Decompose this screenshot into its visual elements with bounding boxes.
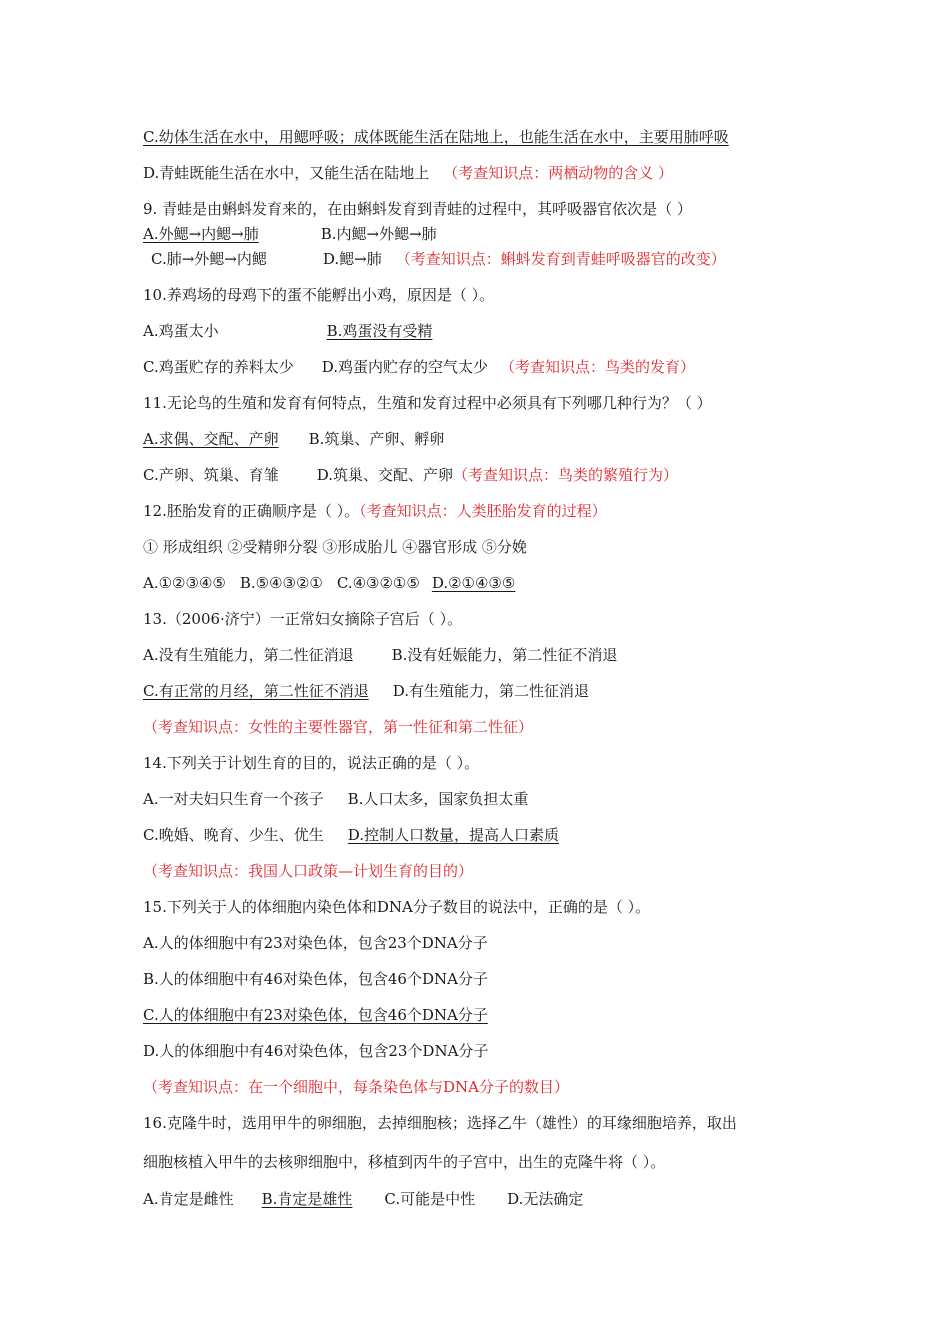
option-text: B.人口太多，国家负担太重 — [347, 790, 529, 808]
option-text: D.青蛙既能生活在水中，又能生活在陆地上 — [143, 164, 430, 182]
option-line — [143, 249, 726, 269]
option-text: D.无法确定 — [507, 1190, 584, 1208]
option-text: B.没有妊娠能力，第二性征不消退 — [391, 646, 618, 664]
correct-answer: C.幼体生活在水中，用鳃呼吸；成体既能生活在陆地上，也能生活在水中，主要用肺呼吸 — [143, 128, 729, 146]
knowledge-note: （考查知识点：两栖动物的含义 ） — [443, 164, 674, 182]
option-text: C.④③②①⑤ — [336, 574, 420, 592]
option-text: D.筑巢、交配、产卵 — [316, 466, 453, 484]
knowledge-note: （考查知识点：鸟类的发育） — [499, 358, 695, 376]
option-line — [143, 357, 695, 377]
correct-answer: D.②①④③⑤ — [431, 574, 516, 592]
correct-answer: C.人的体细胞中有23对染色体，包含46个DNA分子 — [143, 1006, 488, 1024]
question-13: 13.（2006·济宁）一正常妇女摘除子宫后（ ）。 — [143, 610, 463, 628]
knowledge-note: （考查知识点：鸟类的繁殖行为） — [452, 466, 678, 484]
option-text: C.晚婚、晚育、少生、优生 — [143, 826, 324, 844]
option-line — [143, 1189, 583, 1209]
option-text: D.有生殖能力，第二性征消退 — [392, 682, 589, 700]
option-text: B.筑巢、产卵、孵卵 — [308, 430, 445, 448]
option-text: D.人的体细胞中有46对染色体，包含23个DNA分子 — [143, 1042, 489, 1060]
knowledge-note: （考查知识点：女性的主要性器官，第一性征和第二性征） — [143, 718, 534, 736]
option-text: C.肺→外鳃→内鳃 — [151, 250, 267, 268]
option-text: C.可能是中性 — [384, 1190, 476, 1208]
option-line — [143, 321, 432, 341]
question-14: 14.下列关于计划生育的目的，说法正确的是（ ）。 — [143, 754, 480, 772]
option-text: B.人的体细胞中有46对染色体，包含46个DNA分子 — [143, 970, 488, 988]
option-line — [143, 465, 678, 485]
correct-answer: C.有正常的月经，第二性征不消退 — [143, 682, 369, 700]
correct-answer: A.求偶、交配、产卵 — [143, 430, 279, 448]
sequence-items: ① 形成组织 ②受精卵分裂 ③形成胎儿 ④器官形成 ⑤分娩 — [143, 538, 527, 556]
question-11: 11.无论鸟的生殖和发育有何特点，生殖和发育过程中必须具有下列哪几种行为？（ ） — [143, 394, 712, 412]
correct-answer: B.鸡蛋没有受精 — [326, 322, 433, 340]
correct-answer: D.控制人口数量，提高人口素质 — [347, 826, 559, 844]
option-text: D.鳃→肺 — [322, 250, 382, 268]
knowledge-note: （考查知识点：蝌蚪发育到青蛙呼吸器官的改变） — [395, 250, 726, 268]
option-text: B.内鳃→外鳃→肺 — [320, 225, 437, 243]
knowledge-note: （考查知识点：我国人口政策—计划生育的目的） — [143, 862, 474, 880]
option-line — [143, 681, 589, 701]
question-text: 12.胚胎发育的正确顺序是（ ）。 — [143, 502, 360, 520]
question-16-continued: 细胞核植入甲牛的去核卵细胞中，移植到丙牛的子宫中，出生的克隆牛将（ ）。 — [143, 1153, 666, 1171]
option-line — [143, 573, 515, 593]
option-line — [143, 429, 444, 449]
option-line — [143, 127, 729, 147]
question-9: 9. 青蛙是由蝌蚪发育来的，在由蝌蚪发育到青蛙的过程中，其呼吸器官依次是（ ） — [143, 200, 692, 218]
knowledge-note: （考查知识点：人类胚胎发育的过程） — [359, 502, 607, 520]
correct-answer: B.肯定是雄性 — [261, 1190, 353, 1208]
option-text: B.⑤④③②① — [239, 574, 323, 592]
option-text: C.鸡蛋贮存的养料太少 — [143, 358, 294, 376]
option-line — [143, 163, 673, 183]
option-line — [143, 825, 559, 845]
question-10: 10.养鸡场的母鸡下的蛋不能孵出小鸡，原因是（ ）。 — [143, 286, 495, 304]
knowledge-note: （考查知识点：在一个细胞中，每条染色体与DNA分子的数目） — [143, 1078, 569, 1096]
option-text: D.鸡蛋内贮存的空气太少 — [321, 358, 488, 376]
option-text: A.人的体细胞中有23对染色体，包含23个DNA分子 — [143, 934, 488, 952]
option-line — [143, 789, 528, 809]
option-text: C.产卵、筑巢、育雏 — [143, 466, 279, 484]
option-line — [143, 645, 617, 665]
correct-answer: A.外鳃→内鳃→肺 — [143, 225, 259, 243]
question-12 — [143, 501, 607, 521]
option-line — [143, 224, 437, 244]
option-text: A.①②③④⑤ — [143, 574, 226, 592]
option-text: A.一对夫妇只生育一个孩子 — [143, 790, 324, 808]
option-text: A.肯定是雌性 — [143, 1190, 234, 1208]
question-15: 15.下列关于人的体细胞内染色体和DNA分子数目的说法中，正确的是（ ）。 — [143, 898, 651, 916]
option-text: A.鸡蛋太小 — [143, 322, 219, 340]
question-16: 16.克隆牛时，选用甲牛的卵细胞，去掉细胞核；选择乙牛（雄性）的耳缘细胞培养，取出 — [143, 1114, 737, 1132]
option-text: A.没有生殖能力，第二性征消退 — [143, 646, 354, 664]
